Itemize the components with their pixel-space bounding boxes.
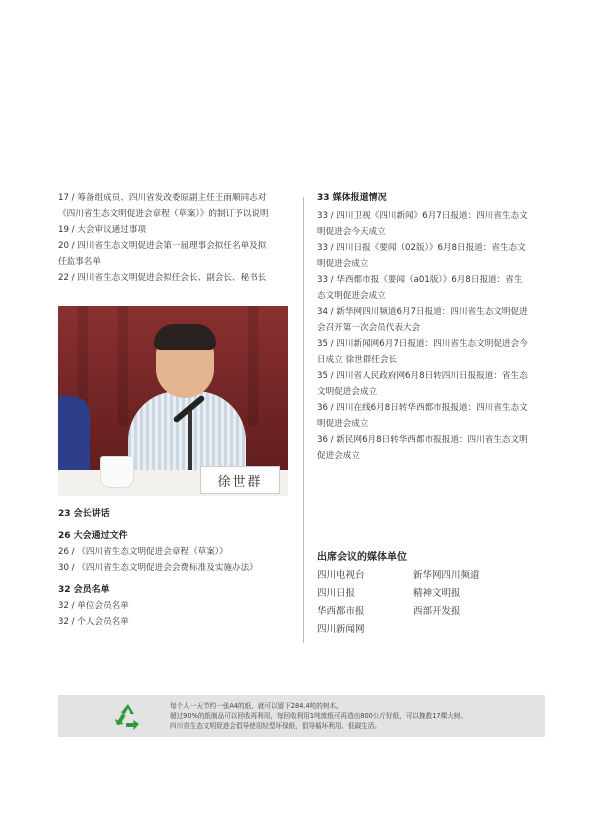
media-heading: 出席会议的媒体单位 — [317, 552, 407, 563]
toc-entry: 30 / 《四川省生态文明促进会会费标准及实施办法》 — [58, 563, 258, 573]
toc-entry: 36 / 四川在线6月8日转华西都市报报道：四川省生态文 — [317, 403, 528, 413]
toc-entry: 26 / 《四川省生态文明促进会章程（草案）》 — [58, 547, 228, 557]
media-unit: 西部开发报 — [413, 606, 461, 617]
toc-entry: 明促进会成立 — [317, 419, 369, 429]
media-units — [317, 568, 545, 637]
footer-line: 超过90%的纸制品可以回收再利用，每回收利用1吨废纸可再造出800公斤好纸，可以挽救17棵大树。 — [170, 712, 467, 720]
eco-footer — [58, 695, 545, 737]
toc-entry: 任监事名单 — [58, 257, 101, 267]
toc-entry: 态文明促进会成立 — [317, 291, 386, 301]
curtain-fold — [118, 306, 128, 426]
toc-entry: 文明促进会成立 — [317, 387, 378, 397]
recycle-icon — [112, 701, 144, 733]
nameplate: 徐世群 — [200, 466, 280, 494]
toc-entry: 33 / 四川卫视《四川新闻》6月7日报道：四川省生态文 — [317, 211, 528, 221]
speaker-photo — [58, 306, 288, 496]
tea-cup — [100, 456, 134, 488]
media-unit: 四川日报 — [317, 588, 356, 599]
toc-entry: 35 / 四川新闻网6月7日报道：四川省生态文明促进会今 — [317, 339, 528, 349]
toc-entry: 22 / 四川省生态文明促进会拟任会长、副会长、秘书长 — [58, 273, 267, 283]
toc-entry: 20 / 四川省生态文明促进会第一届理事会拟任名单及拟 — [58, 241, 267, 251]
section-heading: 32 会员名单 — [58, 585, 110, 595]
toc-entry: 日成立 徐世群任会长 — [317, 355, 398, 365]
left-toc — [58, 190, 290, 286]
left-sections — [58, 506, 290, 630]
media-unit: 四川电视台 — [317, 570, 365, 581]
toc-entry: 促进会成立 — [317, 451, 360, 461]
toc-entry: 明促进会今天成立 — [317, 227, 386, 237]
speaker-hair — [154, 324, 216, 350]
media-unit: 四川新闻网 — [317, 624, 365, 635]
toc-entry: 17 / 筹备组成员、四川省发改委原副主任王雨顺同志对 — [58, 193, 267, 203]
column-divider — [303, 197, 304, 643]
right-toc — [317, 190, 545, 464]
section-heading: 26 大会通过文件 — [58, 531, 128, 541]
toc-entry: 32 / 个人会员名单 — [58, 617, 129, 627]
toc-entry: 19 / 大会审议通过事项 — [58, 225, 147, 235]
section-heading: 33 媒体报道情况 — [317, 193, 387, 203]
toc-entry: 33 / 四川日报《要闻（02版）》6月8日报道：省生态文 — [317, 243, 526, 253]
toc-entry: 明促进会成立 — [317, 259, 369, 269]
toc-entry: 《四川省生态文明促进会章程（草案）》的制订予以说明 — [58, 209, 269, 219]
footer-line: 每个人一天节约一张A4的纸，就可以留下284.4吨的树木。 — [170, 702, 343, 710]
footer-line: 四川省生态文明促进会倡导使用轻型环保纸，倡导循环利用、低碳生活。 — [170, 722, 381, 730]
media-unit: 精神文明报 — [413, 588, 461, 599]
media-unit: 新华网四川频道 — [413, 570, 480, 581]
toc-entry: 34 / 新华网四川频道6月7日报道：四川省生态文明促进 — [317, 307, 528, 317]
media-unit: 华西都市报 — [317, 606, 365, 617]
section-heading: 23 会长讲话 — [58, 509, 110, 519]
footer-text — [170, 701, 467, 731]
toc-entry: 36 / 新民网6月8日转华西都市报报道：四川省生态文明 — [317, 435, 528, 445]
toc-entry: 33 / 华西都市报《要闻（a01版）》6月8日报道：省生 — [317, 275, 523, 285]
toc-entry: 32 / 单位会员名单 — [58, 601, 129, 611]
curtain-fold — [248, 306, 258, 426]
toc-entry: 35 / 四川省人民政府网6月8日转四川日报报道：省生态 — [317, 371, 528, 381]
toc-entry: 会召开第一次会员代表大会 — [317, 323, 421, 333]
